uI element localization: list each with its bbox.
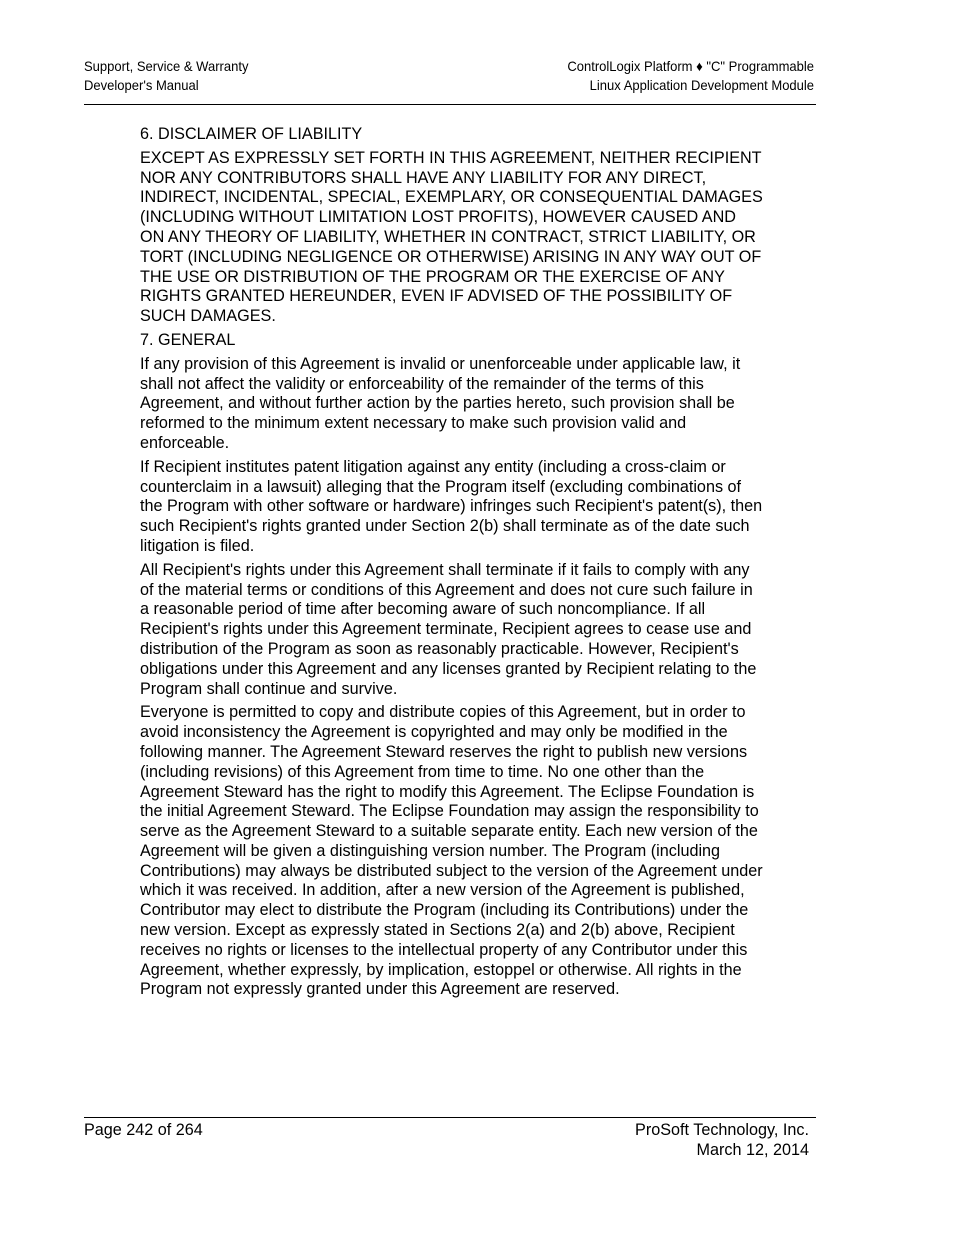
footer-right — [635, 1120, 809, 1160]
footer-date: March 12, 2014 — [696, 1141, 809, 1159]
paragraph: If any provision of this Agreement is invalid or unenforceable under applicable law, it shall not affect the validity or enforceability of the remainder of the terms of this Agreement, and without further action by the parties hereto, such provision shall be reformed to the minimum extent necessary to make such provision valid and enforceable. — [140, 354, 741, 452]
header-manual-title: Developer's Manual — [84, 77, 199, 93]
header-platform-title: ControlLogix Platform ♦ "C" Programmable — [567, 58, 815, 74]
section-heading: 7. GENERAL — [140, 330, 236, 349]
page-number: Page 242 of 264 — [84, 1121, 203, 1139]
section-general — [140, 331, 764, 1000]
paragraph: If Recipient institutes patent litigation against any entity (including a cross-claim or counterclaim in a lawsuit) alleging that the Program itself (excluding combinations of the Program with other software or hardware) infringes such Recipient's patent(s), then such Recipient's rights granted under Section 2(b) shall terminate as of the date such litigation is filed. — [140, 457, 763, 555]
section-heading: 6. DISCLAIMER OF LIABILITY — [140, 125, 363, 143]
paragraph: Everyone is permitted to copy and distribute copies of this Agreement, but in order to avoid inconsistency the Agreement is copyrighted and may only be modified in the following manner. The Agreement Steward reserves the right to publish new versions (including revisions) of this Agreement from time to time. No one other than the Agreement Steward has the right to modify this Agreement. The Eclipse Foundation is the initial Agreement Steward. The Eclipse Foundation may assign the responsibility to serve as the Agreement Steward to a suitable separate entity. Each new version of the Agreement will be given a distinguishing version number. The Program (including Contributions) may always be distributed subject to the version of the Agreement under which it was received. In addition, after a new version of the Agreement is published, Contributor may elect to distribute the Program (including its Contributions) under the new version. Except as expressly stated in Sections 2(a) and 2(b) above, Recipient receives no rights or licenses to the intellectual property of any Contributor under this Agreement, whether expressly, by implication, estoppel or otherwise. All rights in the Program not expressly granted under this Agreement are reserved. — [140, 703, 763, 999]
page-header — [84, 57, 815, 105]
header-module-title: Linux Application Development Module — [589, 77, 815, 93]
section-disclaimer-of-liability — [140, 125, 764, 327]
header-divider — [84, 104, 816, 105]
paragraph: EXCEPT AS EXPRESSLY SET FORTH IN THIS AGREEMENT, NEITHER RECIPIENT NOR ANY CONTRIBUTORS SHALL HAVE ANY LIABILITY FOR ANY DIRECT, INDIRECT, INCIDENTAL, SPECIAL, EXEMPLARY, OR CONSEQUENTIAL DAMAGES (INCLUDING WITHOUT LIMITATION LOST PROFITS), HOWEVER CAUSED AND ON ANY THEORY OF LIABILITY, WHETHER IN CONTRACT, STRICT LIABILITY, OR TORT (INCLUDING NEGLIGENCE OR OTHERWISE) ARISING IN ANY WAY OUT OF THE USE OR DISTRIBUTION OF THE PROGRAM OR THE EXERCISE OF ANY RIGHTS GRANTED HEREUNDER, EVEN IF ADVISED OF THE POSSIBILITY OF SUCH DAMAGES. — [140, 148, 763, 326]
paragraph: All Recipient's rights under this Agreement shall terminate if it fails to comply with any of the material terms or conditions of this Agreement and does not cure such failure in a reasonable period of time after becoming aware of such noncompliance. If all Recipient's rights under this Agreement terminate, Recipient agrees to cease use and distribution of the Program as soon as reasonably practicable. However, Recipient's obligations under this Agreement and any licenses granted by Recipient relating to the Program shall continue and survive. — [140, 560, 757, 698]
document-body — [140, 125, 764, 1004]
header-section-title: Support, Service & Warranty — [84, 58, 249, 74]
footer-divider — [84, 1117, 816, 1118]
header-right — [567, 57, 814, 95]
header-left — [84, 57, 249, 95]
footer-company: ProSoft Technology, Inc. — [635, 1121, 809, 1139]
